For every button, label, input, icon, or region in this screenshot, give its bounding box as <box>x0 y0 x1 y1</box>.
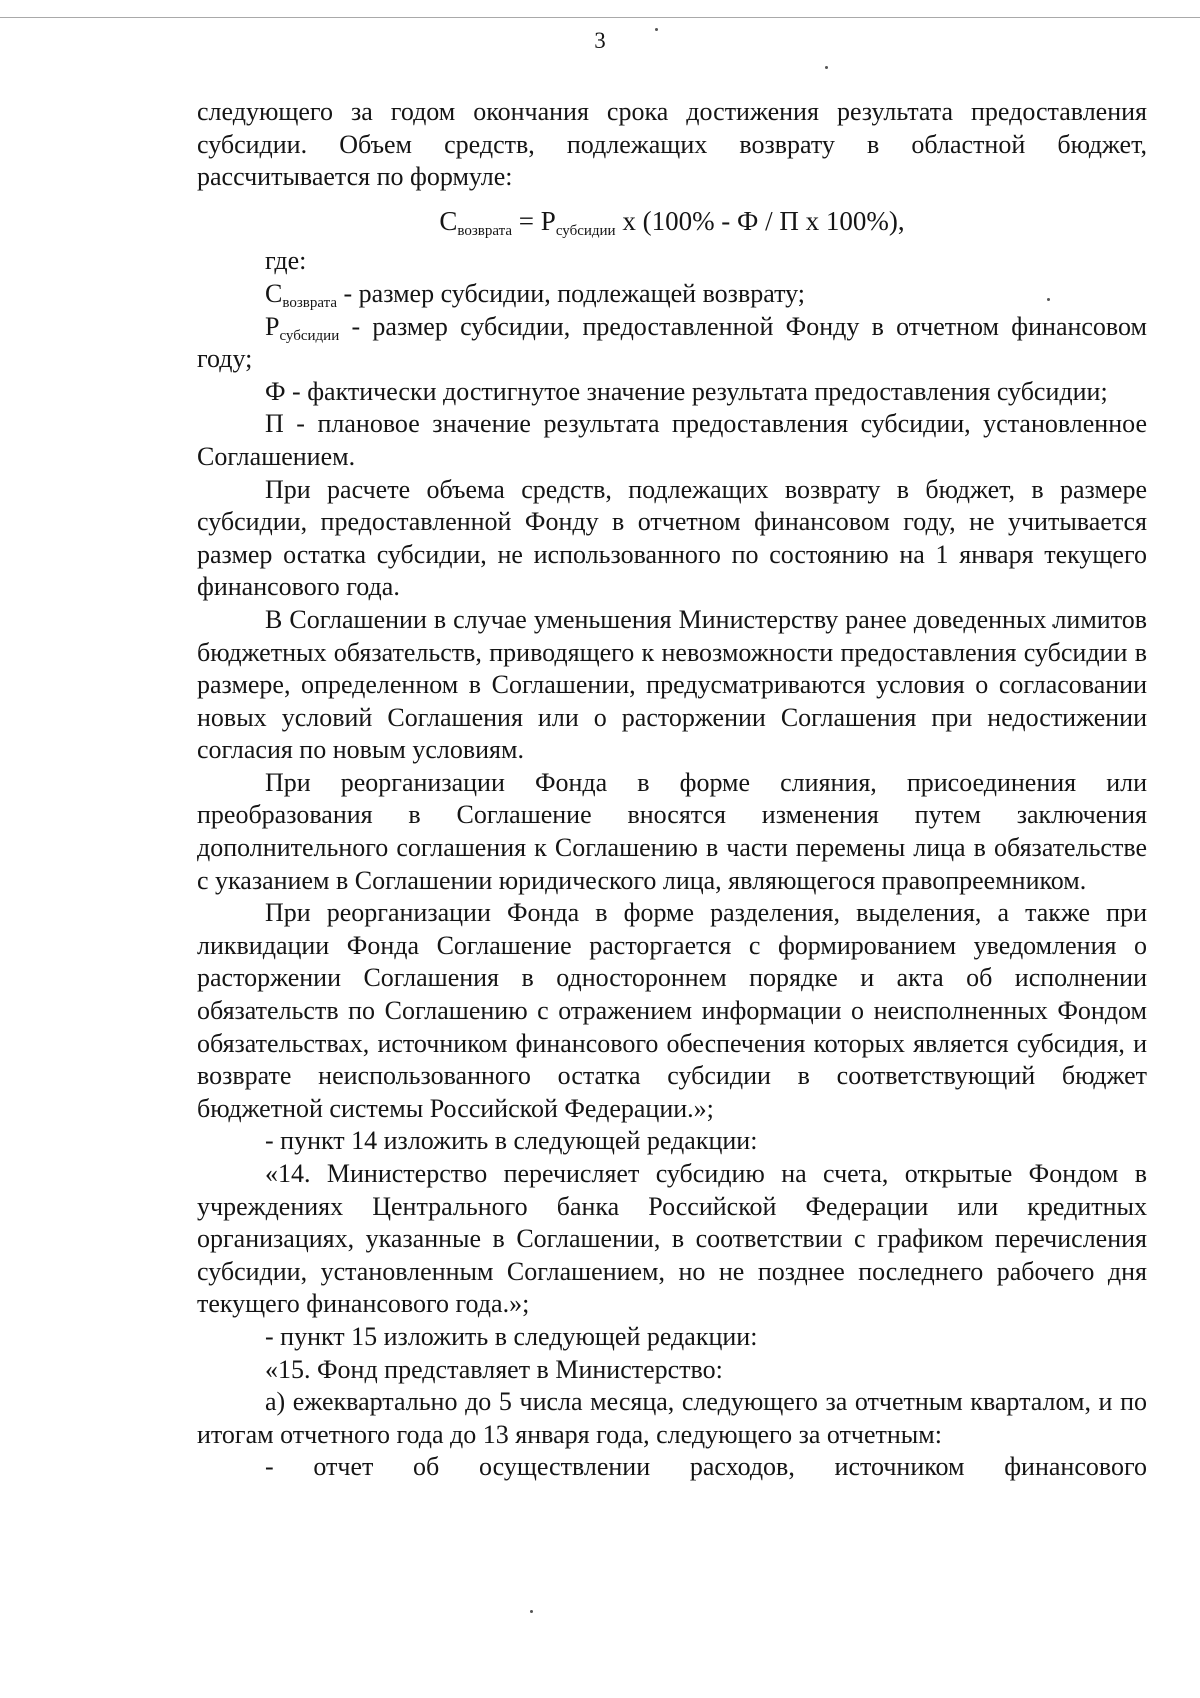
paragraph-reorganization-merge: При реорганизации Фонда в форме слияния, присоединения или преобразования в Соглашение вносятся изменения путем заключения дополнительного соглашения к Соглашению в части перемены лица в обязательстве с указанием в Соглашении юридического лица, являющегося правопреемником. <box>197 767 1147 895</box>
legend-p: П - плановое значение результата предоставления субсидии, установленное Соглашением. <box>197 409 1147 471</box>
paragraph-remainder-calc: При расчете объема средств, подлежащих возврату в бюджет, в размере субсидии, предоставленной Фонду в отчетном финансовом году, не учитывается размер остатка субсидии, не использованного по состоянию на 1 января текущего финансового года. <box>197 474 1147 602</box>
paragraph-clause-14-intro: - пункт 14 изложить в следующей редакции: <box>265 1126 758 1156</box>
document-body <box>197 96 1147 1484</box>
paragraph-clause-15-a: а) ежеквартально до 5 числа месяца, следующего за отчетным кварталом, и по итогам отчетного года до 13 января года, следующего за отчетным: <box>197 1387 1147 1449</box>
paragraph-reorganization-split: При реорганизации Фонда в форме разделения, выделения, а также при ликвидации Фонда Соглашение расторгается с формированием уведомления о расторжении Соглашения в одностороннем порядке и акта об исполнении обязательств по Соглашению с отражением информации о неисполненных Фондом обязательствах, источником финансового обеспечения которых является субсидия, и возврате неиспользованного остатка субсидии в соответствующий бюджет бюджетной системы Российской Федерации.»; <box>197 898 1147 1123</box>
paragraph-clause-15-intro: - пункт 15 изложить в следующей редакции: <box>265 1321 758 1351</box>
scan-speck <box>530 1610 533 1613</box>
paragraph-clause-15: «15. Фонд представляет в Министерство: <box>265 1354 723 1384</box>
legend-where: где: <box>265 246 307 276</box>
paragraph-report: - отчет об осуществлении расходов, источником финансового <box>265 1452 1147 1482</box>
formula-c-var: $С_{возврата}$ <box>439 205 513 239</box>
paragraph-clause-14: «14. Министерство перечисляет субсидию на счета, открытые Фондом в учреждениях Центрального банка Российской Федерации или кредитных организациях, указанные в Соглашении, в соответствии с графиком перечисления субсидии, установленным Соглашением, но не позднее последнего рабочего дня текущего финансового года.»; <box>197 1159 1147 1319</box>
scan-edge-line <box>0 17 1200 18</box>
legend-f: Ф - фактически достигнутое значение результата предоставления субсидии; <box>265 376 1108 406</box>
intro-paragraph: следующего за годом окончания срока достижения результата предоставления субсидии. Объем средств, подлежащих возврату в областной бюджет, рассчитывается по формуле: <box>197 97 1147 192</box>
paragraph-limits-reduction: В Соглашении в случае уменьшения Министерству ранее доведенных лимитов бюджетных обязательств, приводящего к невозможности предоставления субсидии в размере, определенном в Соглашении, предусматриваются условия о согласовании новых условий Соглашения или о расторжении Соглашения при недостижении согласия по новым условиям. <box>197 604 1147 765</box>
page-number: 3 <box>594 28 606 53</box>
legend-c: $С_{возврата}$ - размер субсидии, подлежащей возврату; <box>265 278 805 311</box>
refund-formula: $С_{возврата} = Р_{субсидии}$ х (100% - Ф / П х 100%), <box>439 205 905 239</box>
scan-speck <box>825 66 828 69</box>
legend-r: $Р_{субсидии}$ - размер субсидии, предоставленной Фонду в отчетном финансовом году; <box>197 311 1147 374</box>
formula-r-var: $Р_{субсидии}$ <box>540 205 616 239</box>
